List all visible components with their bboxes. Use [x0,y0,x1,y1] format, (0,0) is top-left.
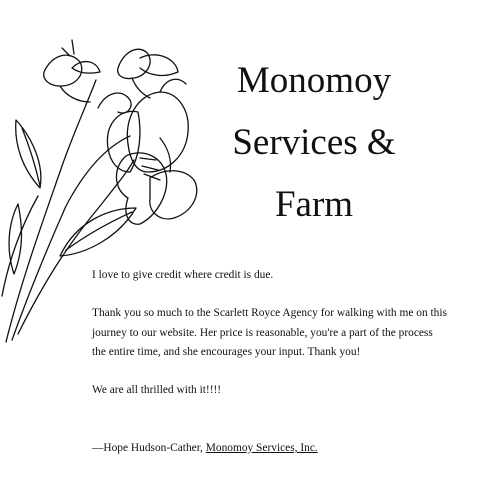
company-link[interactable]: Monomoy Services, Inc. [205,441,318,454]
testimonial-paragraph: We are all thrilled with it!!!! [92,384,222,397]
testimonial-paragraph: Thank you so much to the Scarlett Royce Agency for walking with me on this journey to our website. Her price is reasonable, you're a part of the process the entire time, and she encourages your input. Thank you! [92,307,447,358]
title-line: Farm [274,184,354,225]
page-title [214,50,414,236]
testimonial [92,266,447,477]
testimonial-paragraph: I love to give credit where credit is due. [92,269,274,281]
title-line: Monomoy [236,60,392,101]
title-line: Services & [232,122,396,163]
attribution [92,439,447,458]
attribution-author: —Hope Hudson-Cather, [92,441,206,454]
